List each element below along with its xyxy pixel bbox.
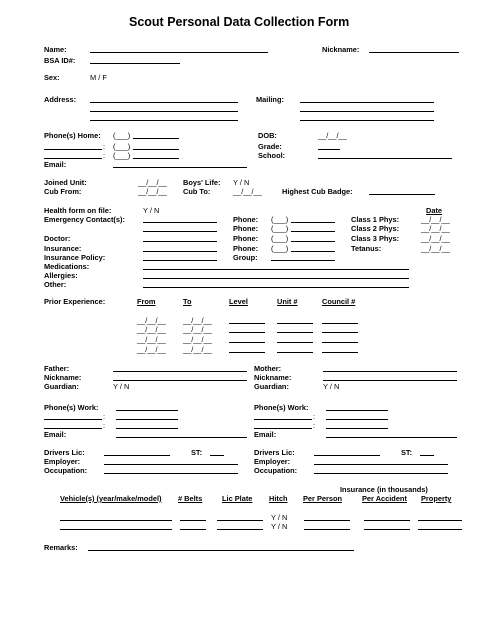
class1-phys-label: Class 1 Phys: xyxy=(351,215,400,224)
hitch-header: Hitch xyxy=(269,494,288,503)
insurance-thousands-label: Insurance (in thousands) xyxy=(340,485,428,494)
belts-header: # Belts xyxy=(178,494,203,503)
other-field[interactable] xyxy=(143,287,409,288)
doctor-field[interactable] xyxy=(143,241,217,242)
class1-phys-date[interactable]: __/__/__ xyxy=(421,215,450,224)
father-employer-field[interactable] xyxy=(104,464,238,465)
colon-3: : xyxy=(103,151,106,160)
unit-header: Unit # xyxy=(277,297,298,306)
per-person-header: Per Person xyxy=(303,494,343,503)
doctor-label: Doctor: xyxy=(44,234,71,243)
father-st-field[interactable] xyxy=(210,455,224,456)
cub-to-date[interactable]: __/__/__ xyxy=(233,187,262,196)
bsa-id-field[interactable] xyxy=(90,63,180,64)
dob-label: DOB: xyxy=(258,131,277,140)
exp4-level[interactable] xyxy=(229,352,265,353)
remarks-label: Remarks: xyxy=(44,543,78,552)
phone-home-type-2[interactable] xyxy=(44,149,102,150)
tetanus-label: Tetanus: xyxy=(351,244,382,253)
vehicle2-per-accident[interactable] xyxy=(364,529,410,530)
vehicle2-plate[interactable] xyxy=(217,529,263,530)
exp2-from[interactable]: __/__/__ xyxy=(137,325,166,334)
boys-life-label: Boys' Life: xyxy=(183,178,221,187)
mailing-line-3[interactable] xyxy=(300,120,434,121)
vehicle1-plate[interactable] xyxy=(217,520,263,521)
phone-home-number-1[interactable] xyxy=(133,138,179,139)
father-occupation-label: Occupation: xyxy=(44,466,88,475)
insurance-label: Insurance: xyxy=(44,244,82,253)
address-line-1[interactable] xyxy=(90,102,238,103)
vehicle1-field[interactable] xyxy=(60,520,172,521)
mother-occupation-label: Occupation: xyxy=(254,466,298,475)
father-phone-work-2[interactable] xyxy=(116,419,178,420)
from-header: From xyxy=(137,297,156,306)
lic-plate-header: Lic Plate xyxy=(222,494,253,503)
exp1-level[interactable] xyxy=(229,323,265,324)
mother-phone-type-2[interactable] xyxy=(254,419,312,420)
address-label: Address: xyxy=(44,95,77,104)
father-phone-type-3[interactable] xyxy=(44,428,102,429)
father-phone-work-1[interactable] xyxy=(116,410,178,411)
vehicle1-property[interactable] xyxy=(418,520,462,521)
class2-phys-date[interactable]: __/__/__ xyxy=(421,224,450,233)
exp3-level[interactable] xyxy=(229,342,265,343)
exp4-from[interactable]: __/__/__ xyxy=(137,345,166,354)
mother-phone-work-label: Phone(s) Work: xyxy=(254,403,309,412)
phone-number-1[interactable] xyxy=(291,222,335,223)
grade-field[interactable] xyxy=(318,149,340,150)
date-header: Date xyxy=(426,206,443,215)
vehicle2-per-person[interactable] xyxy=(304,529,350,530)
mailing-label: Mailing: xyxy=(256,95,284,104)
sex-options[interactable]: M / F xyxy=(90,73,107,82)
mother-occupation-field[interactable] xyxy=(314,473,448,474)
mailing-line-1[interactable] xyxy=(300,102,434,103)
name-field[interactable] xyxy=(90,52,268,53)
insurance-policy-label: Insurance Policy: xyxy=(44,253,106,262)
phone-home-number-2[interactable] xyxy=(133,149,179,150)
father-guardian-label: Guardian: xyxy=(44,382,79,391)
dob-field[interactable]: __/__/__ xyxy=(318,131,347,140)
father-drivers-lic-label: Drivers Lic: xyxy=(44,448,85,457)
phone-area-4[interactable]: (___) xyxy=(271,244,289,253)
prior-experience-label: Prior Experience: xyxy=(44,297,106,306)
cub-from-label: Cub From: xyxy=(44,187,82,196)
phone-area-2[interactable]: (___) xyxy=(271,224,289,233)
remarks-field[interactable] xyxy=(88,550,354,551)
group-label: Group: xyxy=(233,253,258,262)
vehicle1-per-accident[interactable] xyxy=(364,520,410,521)
phone-number-4[interactable] xyxy=(291,251,335,252)
school-label: School: xyxy=(258,151,286,160)
health-form-label: Health form on file: xyxy=(44,206,112,215)
allergies-field[interactable] xyxy=(143,278,409,279)
exp1-from[interactable]: __/__/__ xyxy=(137,316,166,325)
father-phone-type-2[interactable] xyxy=(44,419,102,420)
phone-label-3: Phone: xyxy=(233,234,259,243)
email-field[interactable] xyxy=(113,167,247,168)
phone-home-label: Phone(s) Home: xyxy=(44,131,101,140)
father-nickname-field[interactable] xyxy=(113,380,247,381)
emergency-contacts-label: Emergency Contact(s): xyxy=(44,215,125,224)
cub-to-label: Cub To: xyxy=(183,187,211,196)
father-nickname-label: Nickname: xyxy=(44,373,82,382)
mother-phone-work-2[interactable] xyxy=(326,419,388,420)
other-label: Other: xyxy=(44,280,67,289)
mother-nickname-label: Nickname: xyxy=(254,373,292,382)
colon-2: : xyxy=(103,142,106,151)
medications-field[interactable] xyxy=(143,269,409,270)
mother-email-label: Email: xyxy=(254,430,277,439)
father-colon-2: : xyxy=(103,412,106,421)
father-phone-work-label: Phone(s) Work: xyxy=(44,403,99,412)
exp4-unit[interactable] xyxy=(277,352,313,353)
mailing-line-2[interactable] xyxy=(300,111,434,112)
mother-employer-label: Employer: xyxy=(254,457,291,466)
phone-home-type-3[interactable] xyxy=(44,158,102,159)
phone-home-area-2[interactable]: (___) xyxy=(113,142,131,151)
health-form-yn[interactable]: Y / N xyxy=(143,206,160,215)
nickname-field[interactable] xyxy=(369,52,459,53)
property-header: Property xyxy=(421,494,452,503)
father-guardian-yn[interactable]: Y / N xyxy=(113,382,130,391)
father-employer-label: Employer: xyxy=(44,457,81,466)
father-colon-3: : xyxy=(103,421,106,430)
vehicle2-belts[interactable] xyxy=(180,529,206,530)
mother-colon-3: : xyxy=(313,421,316,430)
exp3-unit[interactable] xyxy=(277,342,313,343)
class2-phys-label: Class 2 Phys: xyxy=(351,224,400,233)
nickname-label: Nickname: xyxy=(322,45,360,54)
exp3-from[interactable]: __/__/__ xyxy=(137,335,166,344)
mother-phone-work-1[interactable] xyxy=(326,410,388,411)
vehicles-header: Vehicle(s) (year/make/model) xyxy=(60,494,162,503)
father-email-label: Email: xyxy=(44,430,67,439)
phone-home-area-1[interactable]: (___) xyxy=(113,131,131,140)
mother-phone-type-3[interactable] xyxy=(254,428,312,429)
exp2-to[interactable]: __/__/__ xyxy=(183,325,212,334)
address-line-3[interactable] xyxy=(90,120,238,121)
father-occupation-field[interactable] xyxy=(104,473,238,474)
vehicle2-hitch[interactable]: Y / N xyxy=(271,522,288,531)
joined-unit-date[interactable]: __/__/__ xyxy=(138,178,167,187)
phone-home-area-3[interactable]: (___) xyxy=(113,151,131,160)
exp1-unit[interactable] xyxy=(277,323,313,324)
emergency-contact-1[interactable] xyxy=(143,222,217,223)
level-header: Level xyxy=(229,297,248,306)
mother-guardian-label: Guardian: xyxy=(254,382,289,391)
phone-home-number-3[interactable] xyxy=(133,158,179,159)
per-accident-header: Per Accident xyxy=(362,494,407,503)
emergency-contact-2[interactable] xyxy=(143,231,217,232)
allergies-label: Allergies: xyxy=(44,271,78,280)
exp2-council[interactable] xyxy=(322,332,358,333)
page-title: Scout Personal Data Collection Form xyxy=(129,15,350,29)
phone-area-1[interactable]: (___) xyxy=(271,215,289,224)
father-drivers-lic-field[interactable] xyxy=(104,455,170,456)
exp4-council[interactable] xyxy=(322,352,358,353)
sex-label: Sex: xyxy=(44,73,60,82)
grade-label: Grade: xyxy=(258,142,282,151)
phone-area-3[interactable]: (___) xyxy=(271,234,289,243)
mother-drivers-lic-label: Drivers Lic: xyxy=(254,448,295,457)
father-phone-work-3[interactable] xyxy=(116,428,178,429)
joined-unit-label: Joined Unit: xyxy=(44,178,87,187)
mother-nickname-field[interactable] xyxy=(323,380,457,381)
mother-employer-field[interactable] xyxy=(314,464,448,465)
boys-life-yn[interactable]: Y / N xyxy=(233,178,250,187)
father-label: Father: xyxy=(44,364,70,373)
school-field[interactable] xyxy=(318,158,452,159)
mother-label: Mother: xyxy=(254,364,282,373)
highest-cub-badge-field[interactable] xyxy=(369,194,435,195)
name-label: Name: xyxy=(44,45,67,54)
mother-field[interactable] xyxy=(323,371,457,372)
insurance-policy-field[interactable] xyxy=(143,260,217,261)
mother-drivers-lic-field[interactable] xyxy=(314,455,380,456)
class3-phys-label: Class 3 Phys: xyxy=(351,234,400,243)
address-line-2[interactable] xyxy=(90,111,238,112)
mother-phone-work-3[interactable] xyxy=(326,428,388,429)
medications-label: Medications: xyxy=(44,262,90,271)
exp3-council[interactable] xyxy=(322,342,358,343)
email-label: Email: xyxy=(44,160,67,169)
father-field[interactable] xyxy=(113,371,247,372)
cub-from-date[interactable]: __/__/__ xyxy=(138,187,167,196)
class3-phys-date[interactable]: __/__/__ xyxy=(421,234,450,243)
mother-st-field[interactable] xyxy=(420,455,434,456)
exp2-unit[interactable] xyxy=(277,332,313,333)
vehicle1-hitch[interactable]: Y / N xyxy=(271,513,288,522)
highest-cub-badge-label: Highest Cub Badge: xyxy=(282,187,353,196)
phone-label-2: Phone: xyxy=(233,224,259,233)
mother-colon-2: : xyxy=(313,412,316,421)
vehicle1-per-person[interactable] xyxy=(304,520,350,521)
vehicle2-field[interactable] xyxy=(60,529,172,530)
exp2-level[interactable] xyxy=(229,332,265,333)
exp3-to[interactable]: __/__/__ xyxy=(183,335,212,344)
exp1-to[interactable]: __/__/__ xyxy=(183,316,212,325)
phone-number-3[interactable] xyxy=(291,241,335,242)
group-field[interactable] xyxy=(271,260,335,261)
vehicle1-belts[interactable] xyxy=(180,520,206,521)
council-header: Council # xyxy=(322,297,356,306)
to-header: To xyxy=(183,297,192,306)
mother-st-label: ST: xyxy=(401,448,413,457)
bsa-id-label: BSA ID#: xyxy=(44,56,76,65)
phone-number-2[interactable] xyxy=(291,231,335,232)
mother-email-field[interactable] xyxy=(326,437,457,438)
mother-guardian-yn[interactable]: Y / N xyxy=(323,382,340,391)
father-email-field[interactable] xyxy=(116,437,247,438)
exp4-to[interactable]: __/__/__ xyxy=(183,345,212,354)
phone-label-1: Phone: xyxy=(233,215,259,224)
father-st-label: ST: xyxy=(191,448,203,457)
tetanus-date[interactable]: __/__/__ xyxy=(421,244,450,253)
vehicle2-property[interactable] xyxy=(418,529,462,530)
insurance-field[interactable] xyxy=(143,251,217,252)
exp1-council[interactable] xyxy=(322,323,358,324)
phone-label-4: Phone: xyxy=(233,244,259,253)
